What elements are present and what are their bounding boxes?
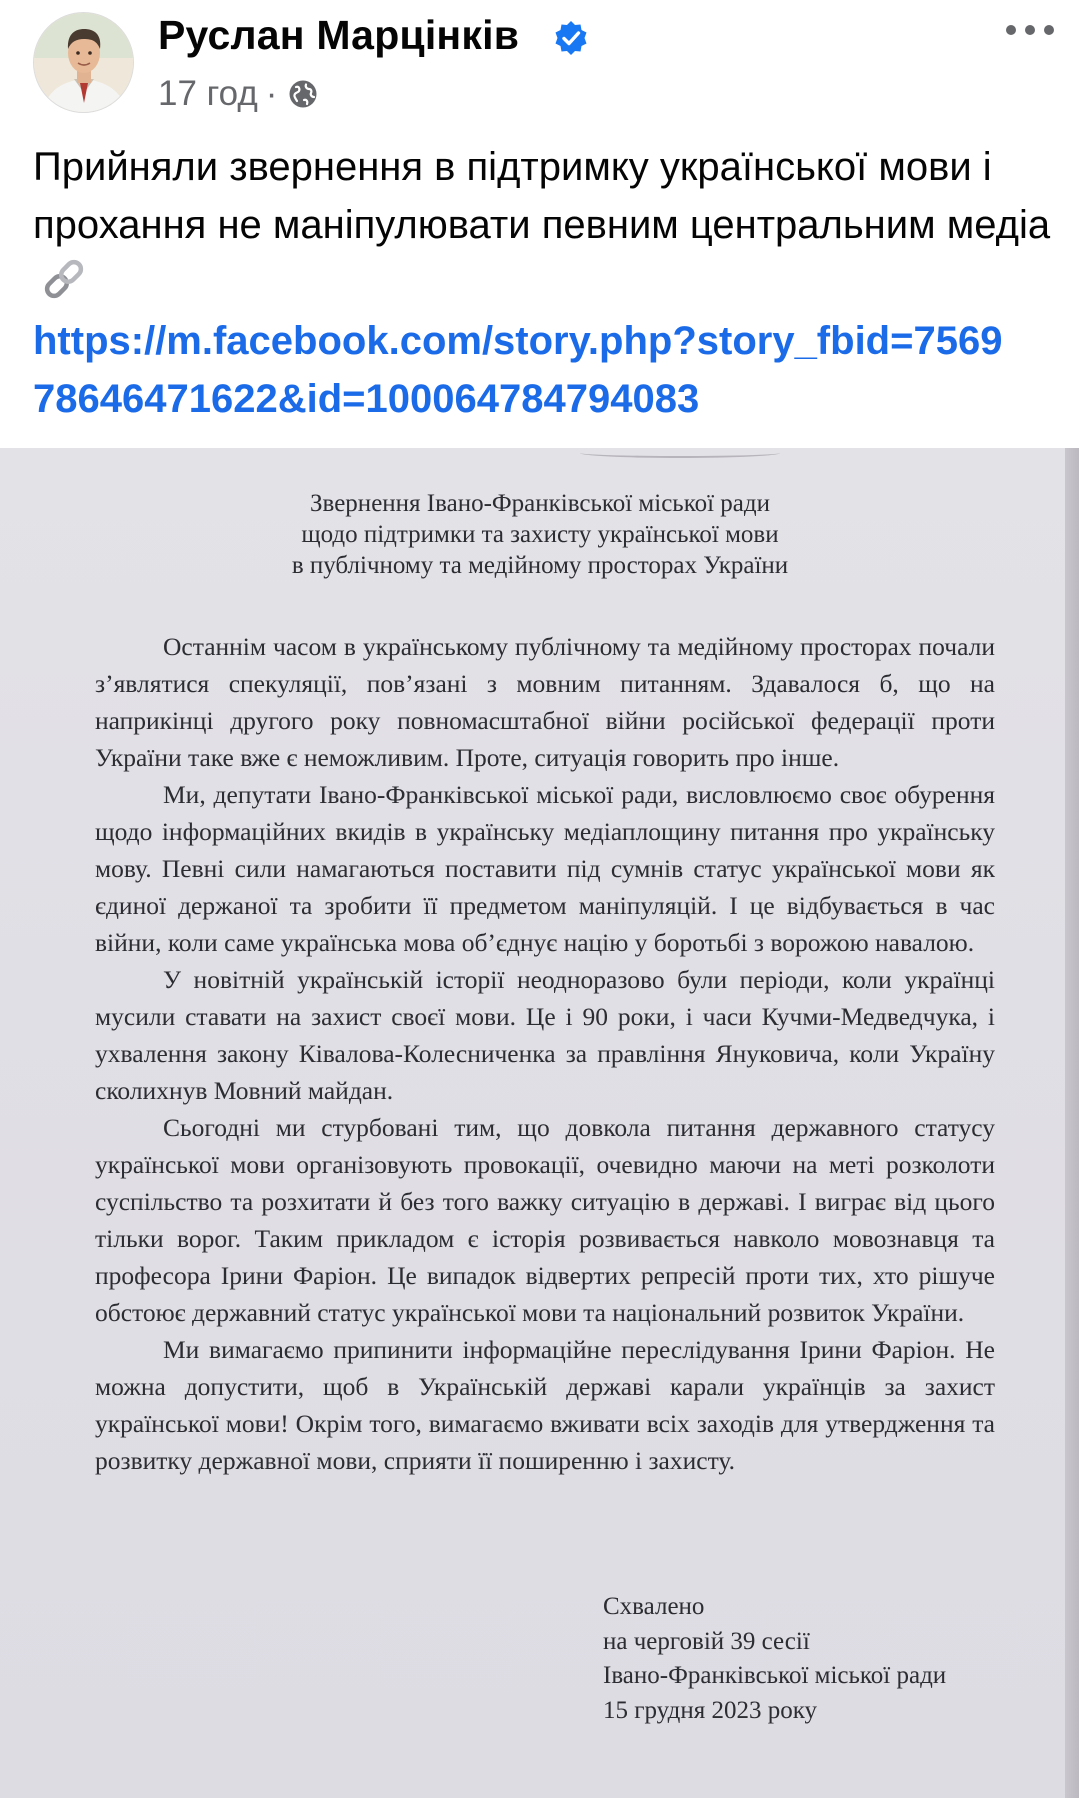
- post-header: [0, 0, 1079, 128]
- paper-edge: [1065, 448, 1079, 1798]
- document-paragraph: Сьогодні ми стурбовані тим, що довкола питання державного статусу української мови організовують провокації, очевидно маючи на меті розколоти суспільство та розхитати й без того важку ситуацію в державі. І виграє від цього тільки ворог. Таким прикладом є історія розвивається навколо мовознавця та професора Ірини Фаріон. Це випадок відвертих репресій проти тих, хто рішуче обстоює державний статус української мови та національний розвиток України.: [95, 1113, 995, 1327]
- approval-line: на черговій 39 сесії: [603, 1627, 810, 1655]
- document-title-line: Звернення Івано-Франківської міської ради: [310, 490, 770, 517]
- document-paragraph: Останнім часом в українському публічному та медійному просторах почали з’являтися спекуляції, пов’язані з мовним питанням. Здавалося б, що на наприкінці другого року повномасштабної війни російської федерації проти України таке вже є неможливим. Проте, ситуація говорить про інше.: [95, 632, 995, 772]
- document-title-line: щодо підтримки та захисту української мови: [301, 521, 779, 548]
- post-link[interactable]: https://m.facebook.com/story.php?story_fbid=756978646471622&id=100064784794083: [33, 319, 1003, 421]
- post-meta: [158, 72, 319, 116]
- document-title: [150, 488, 930, 581]
- post-text: [33, 138, 1053, 428]
- post-time[interactable]: 17 год: [158, 74, 258, 113]
- approval-line: Івано-Франківської міської ради: [603, 1662, 947, 1689]
- avatar-photo-icon: [34, 13, 134, 113]
- post-message: Прийняли звернення в підтримку української мови і прохання не маніпулювати певним центральним медіа: [33, 145, 1051, 247]
- link-emoji-icon: [41, 256, 87, 302]
- document-photo[interactable]: [0, 448, 1079, 1798]
- approval-line: Схвалено: [603, 1593, 705, 1620]
- previous-line-fragment: [580, 448, 780, 458]
- author-avatar[interactable]: [33, 12, 134, 113]
- more-options-icon[interactable]: [1000, 10, 1060, 50]
- document-paragraph: У новітній українській історії неодноразово були періоди, коли українці мусили ставати на захист своєї мови. Це і 90 роки, і часи Кучми-Медведчука, і ухвалення закону Ківалова-Колесниченка за правління Януковича, коли Україну сколихнув Мовний майдан.: [95, 965, 995, 1105]
- author-name[interactable]: Руслан Марцінків: [158, 12, 520, 58]
- document-title-line: в публічному та медійному просторах України: [291, 552, 789, 579]
- document-paragraph: Ми вимагаємо припинити інформаційне переслідування Ірини Фаріон. Не можна допустити, щоб в Українській державі карали українців за захист української мови! Окрім того, вимагаємо вживати всіх заходів для утвердження та розвитку державної мови, сприяти її поширенню і захисту.: [95, 1335, 995, 1475]
- document-body: [95, 628, 995, 1479]
- meta-separator: ·: [265, 74, 278, 113]
- document-paragraph: Ми, депутати Івано-Франківської міської ради, висловлюємо своє обурення щодо інформаційних вкидів в українську медіаплощину питання про українську мову. Певні сили намагаються поставити під сумнів статус української мови як єдиної держаної та зробити її предметом маніпуляцій. І це відбувається в час війни, коли саме українська мова об’єднує націю у боротьбі з ворожою навалою.: [95, 780, 995, 957]
- document-approval: [603, 1590, 946, 1728]
- approval-line: 15 грудня 2023 року: [603, 1696, 817, 1724]
- globe-icon[interactable]: [287, 78, 319, 110]
- verified-badge-icon: [553, 20, 589, 56]
